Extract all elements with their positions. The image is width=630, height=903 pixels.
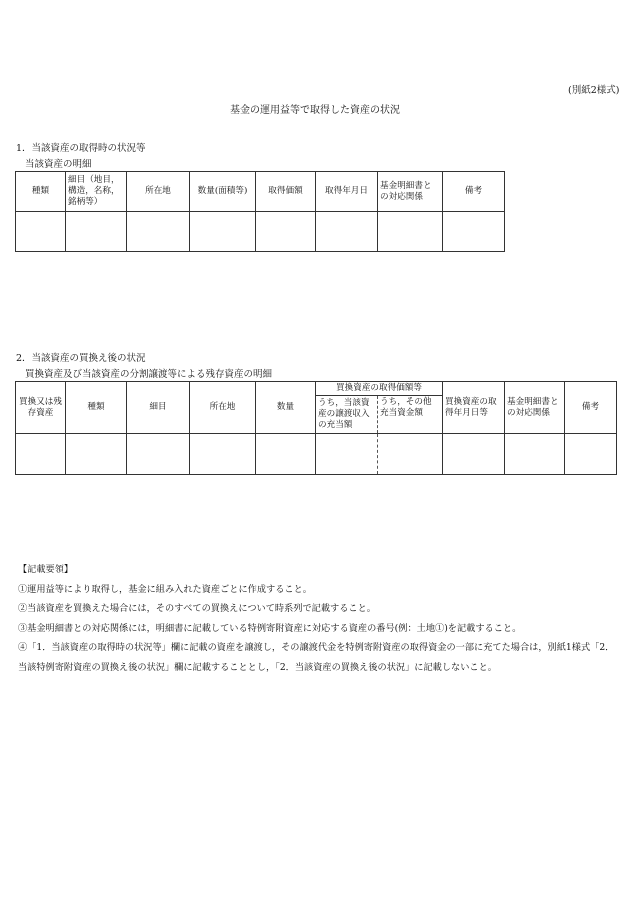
col-detail: 細目（地目，構造，名称，銘柄等）: [66, 172, 127, 212]
cell-quantity-2[interactable]: [256, 434, 316, 475]
col-detail-2: 細目: [127, 382, 190, 434]
cell-detail-2[interactable]: [127, 434, 190, 475]
col-quantity-2: 数量: [256, 382, 316, 434]
section1-heading: 1．当該資産の取得時の状況等: [16, 143, 146, 154]
section2-heading: 2．当該資産の買換え後の状況: [16, 353, 146, 364]
instruction-item: ②当該資産を買換えた場合には，そのすべての買換えについて時系列で記載すること。: [18, 603, 376, 614]
col-correspondence: 基金明細書との対応関係: [378, 172, 443, 212]
cell-detail[interactable]: [66, 212, 127, 252]
cell-remarks-2[interactable]: [565, 434, 617, 475]
instruction-item: ①運用益等により取得し，基金に組み入れた資産ごとに作成すること。: [18, 583, 312, 595]
col-correspondence-2: 基金明細書との対応関係: [505, 382, 565, 434]
instruction-item: ③基金明細書との対応関係には，明細書に記載している特例寄附資産に対応する資産の番号(例：土地①)を記載すること。: [18, 622, 522, 634]
replacement-entry-row[interactable]: [16, 434, 617, 475]
cell-correspondence[interactable]: [378, 212, 443, 252]
cell-sale-proceeds[interactable]: [316, 434, 378, 475]
cell-other-funds[interactable]: [378, 434, 443, 475]
cell-location[interactable]: [127, 212, 190, 252]
replacement-table: [15, 381, 617, 475]
cell-kind[interactable]: [16, 212, 66, 252]
cell-location-2[interactable]: [190, 434, 256, 475]
cell-correspondence-2[interactable]: [505, 434, 565, 475]
col-location: 所在地: [127, 172, 190, 212]
col-replace-or-remain: 買換又は残存資産: [16, 382, 66, 434]
cell-kind-2[interactable]: [66, 434, 127, 475]
cell-remarks[interactable]: [443, 212, 505, 252]
col-price: 取得価額: [256, 172, 316, 212]
col-sub-sale-proceeds: うち，当該資産の譲渡収入の充当額: [316, 396, 378, 434]
section2-subheading: 買換資産及び当該資産の分割譲渡等による残存資産の明細: [25, 369, 273, 380]
col-kind: 種類: [16, 172, 66, 212]
cell-price[interactable]: [256, 212, 316, 252]
acquisition-entry-row[interactable]: [16, 212, 505, 252]
cell-date[interactable]: [316, 212, 378, 252]
instruction-item: ④「1．当該資産の取得時の状況等」欄に記載の資産を譲渡し，その譲渡代金を特例寄附資産の取得資金の一部に充てた場合は，別紙1様式「2．当該特例寄附資産の買換え後の状況」欄に記載することとし，「2．当該資産の買換え後の状況」に記載しないこと。: [18, 642, 615, 673]
page-title: 基金の運用益等で取得した資産の状況: [230, 105, 400, 116]
col-remarks-2: 備考: [565, 382, 617, 434]
cell-quantity[interactable]: [190, 212, 256, 252]
col-remarks: 備考: [443, 172, 505, 212]
col-quantity: 数量(面積等): [190, 172, 256, 212]
cell-replace-date[interactable]: [443, 434, 505, 475]
acquisition-header-row: [16, 172, 505, 212]
replacement-header-row-1: [16, 382, 617, 396]
form-tag: (別紙2様式): [568, 85, 620, 96]
instructions: [18, 560, 618, 677]
col-sub-other-funds: うち，その他充当資金額: [378, 396, 443, 434]
col-group-acquisition-price: 買換資産の取得価額等: [316, 382, 443, 396]
col-replace-date: 買換資産の取得年月日等: [443, 382, 505, 434]
cell-replace-or-remain[interactable]: [16, 434, 66, 475]
col-date: 取得年月日: [316, 172, 378, 212]
section1-subheading: 当該資産の明細: [25, 159, 92, 170]
col-location-2: 所在地: [190, 382, 256, 434]
col-kind-2: 種類: [66, 382, 127, 434]
instructions-heading: 【記載要領】: [18, 564, 74, 575]
acquisition-table: [15, 171, 505, 252]
